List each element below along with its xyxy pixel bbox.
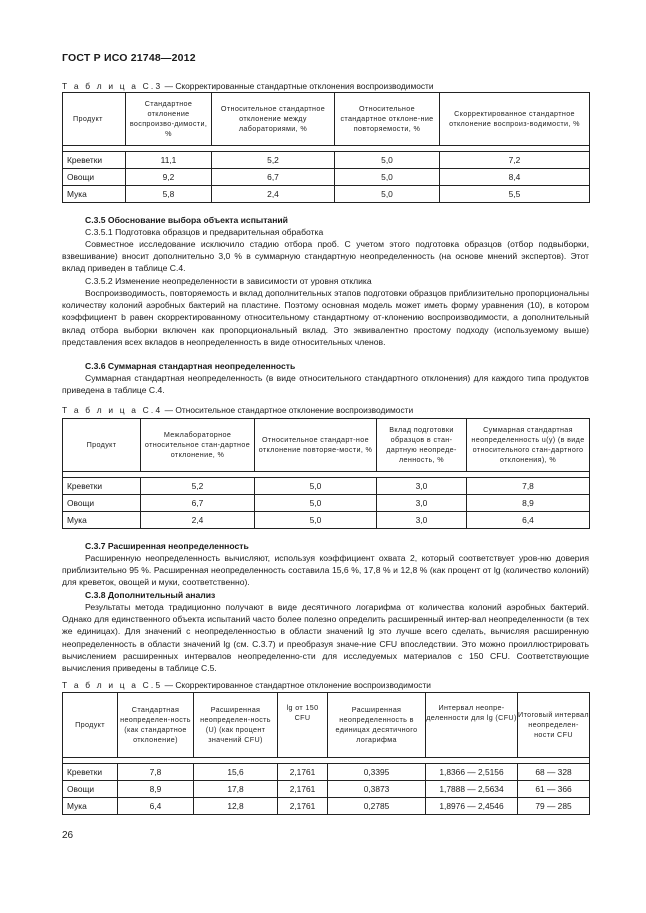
table-row xyxy=(63,169,590,186)
table-header-cell: Суммарная стандартная неопределенность u(y) (в виде относительного стан-дартного отклонения), % xyxy=(467,419,590,472)
table-cell: 5,8 xyxy=(126,186,212,203)
table-cell: 0,3873 xyxy=(328,781,426,798)
table-cell: 5,0 xyxy=(255,478,377,495)
table-cell: 2,1761 xyxy=(278,781,328,798)
table-c3-caption xyxy=(62,81,434,91)
table-row xyxy=(63,186,590,203)
table-cell: 11,1 xyxy=(126,152,212,169)
table-cell: 7,8 xyxy=(118,764,194,781)
paragraph-5: Результаты метода традиционно получают в виде десятичного логарифма от количества колоний аэробных бактерий. Однако для единственного объекта испытаний часто более полезно определить расширенный интер-вал неопределенности (в тех же единицах). Для значений с неопределенностью в области значений lg это лучше всего сделать, вычисляя расширенную неопределенность в области значений lg (см. С.3.7) и преобразуя значе-ние CFU впоследствии. Это можно проиллюстрировать вычислением расширенных интервалов неопределенно-сти для исследуемых материалов с 150 CFU. Соответствующие вычисления приведены в таблице С.5. xyxy=(62,602,589,674)
table-cell: 5,5 xyxy=(440,186,590,203)
table-c3 xyxy=(62,92,590,203)
table-cell: Мука xyxy=(63,798,118,815)
section-c38-title: С.3.8 Дополнительный анализ xyxy=(85,590,216,600)
table-c4-caption-text: — Относительное стандартное отклонение воспроизводимости xyxy=(162,405,414,415)
table-cell: 1,7888 — 2,5634 xyxy=(426,781,518,798)
table-row xyxy=(63,478,590,495)
table-c3-caption-prefix: Т а б л и ц а С.3 xyxy=(62,81,163,91)
paragraph-4: Расширенную неопределенность вычисляют, используя коэффициент охвата 2, который соответствует уров-ню доверия приблизительно 95 %. Расширенная неопределенность составила 15,6 %, 17,8 % и 12,8 % (как процент от lg (количество колоний) для креветок, овощей и муки, соответственно). xyxy=(62,553,589,588)
table-cell: 3,0 xyxy=(377,478,467,495)
table-cell: 5,0 xyxy=(335,186,440,203)
table-cell: 17,8 xyxy=(194,781,278,798)
table-cell: 7,2 xyxy=(440,152,590,169)
section-c35-title: С.3.5 Обоснование выбора объекта испытаний xyxy=(85,215,288,225)
table-cell: 1,8976 — 2,4546 xyxy=(426,798,518,815)
table-row xyxy=(63,781,590,798)
table-cell: 5,0 xyxy=(335,152,440,169)
table-cell: 1,8366 — 2,5156 xyxy=(426,764,518,781)
table-cell: Мука xyxy=(63,512,141,529)
table-row xyxy=(63,798,590,815)
table-cell: 6,7 xyxy=(141,495,255,512)
table-header-cell: Расширенная неопределенность в единицах десятичного логарифма xyxy=(328,693,426,758)
paragraph-2: Воспроизводимость, повторяемость и вклад дополнительных этапов подготовки образцов приблизительно пропорциональны количеству колоний аэробных бактерий на пластине. Поэтому основная модель может иметь форму уравнения (10), в котором коэффициент b равен скорректированному относительному стандартному от-клонению воспроизводимости, а дополнительный вклад отбора выборки включен как пропорциональный вклад. Это эквивалентно простому подходу (используемому выше) представления всех вкладов в неопределенность в виде относительных членов. xyxy=(62,288,589,347)
table-cell: Креветки xyxy=(63,152,126,169)
table-header-cell: Расширенная неопределен-ность (U) (как процент значений CFU) xyxy=(194,693,278,758)
section-c352-title: С.3.5.2 Изменение неопределенности в зависимости от уровня отклика xyxy=(85,276,372,286)
table-cell: 8,4 xyxy=(440,169,590,186)
table-row xyxy=(63,495,590,512)
table-cell: 2,4 xyxy=(141,512,255,529)
table-header-cell: Относительное стандартное отклоне-ние повторяемости, % xyxy=(335,93,440,146)
table-header-cell: lg от 150 CFU xyxy=(278,693,328,758)
table-c4 xyxy=(62,418,590,529)
table-header-cell: Межлабораторное относительное стан-дартное отклонение, % xyxy=(141,419,255,472)
table-header-cell: Итоговый интервал неопределен-ности CFU xyxy=(518,693,590,758)
table-c5-caption xyxy=(62,680,431,690)
table-cell: 6,4 xyxy=(118,798,194,815)
paragraph-3: Суммарная стандартная неопределенность (в виде относительного стандартного отклонения) для каждого типа продуктов приведена в таблице С.4. xyxy=(62,373,589,396)
table-header-cell: Вклад подготовки образцов в стан-дартную неопреде-ленность, % xyxy=(377,419,467,472)
table-cell: 3,0 xyxy=(377,512,467,529)
table-c5 xyxy=(62,692,590,815)
table-row xyxy=(63,152,590,169)
table-cell: 3,0 xyxy=(377,495,467,512)
table-cell: 8,9 xyxy=(467,495,590,512)
table-row xyxy=(63,764,590,781)
table-cell: 61 — 366 xyxy=(518,781,590,798)
section-c36-title: С.3.6 Суммарная стандартная неопределенность xyxy=(85,361,296,371)
table-header-row xyxy=(63,419,590,472)
table-header-cell: Относительное стандартное отклонение между лабораториями, % xyxy=(212,93,335,146)
table-c4-caption-prefix: Т а б л и ц а С.4 xyxy=(62,405,163,415)
table-c5-caption-prefix: Т а б л и ц а С.5 xyxy=(62,680,163,690)
table-cell: 79 — 285 xyxy=(518,798,590,815)
table-header-row xyxy=(63,93,590,146)
table-cell: 5,2 xyxy=(141,478,255,495)
table-cell: 5,0 xyxy=(255,512,377,529)
table-cell: 5,2 xyxy=(212,152,335,169)
table-cell: Креветки xyxy=(63,478,141,495)
table-cell: Мука xyxy=(63,186,126,203)
table-cell: 8,9 xyxy=(118,781,194,798)
table-cell: Креветки xyxy=(63,764,118,781)
table-cell: 0,3395 xyxy=(328,764,426,781)
table-cell: Овощи xyxy=(63,169,126,186)
table-cell: 9,2 xyxy=(126,169,212,186)
page-number: 26 xyxy=(62,830,74,841)
table-c5-caption-text: — Скорректированное стандартное отклонение воспроизводимости xyxy=(162,680,431,690)
table-cell: 6,7 xyxy=(212,169,335,186)
table-cell: 12,8 xyxy=(194,798,278,815)
table-header-cell: Продукт xyxy=(63,93,126,146)
table-header-cell: Стандартная неопределен-ность (как стандартное отклонение) xyxy=(118,693,194,758)
table-cell: 15,6 xyxy=(194,764,278,781)
table-cell: Овощи xyxy=(63,781,118,798)
table-cell: 5,0 xyxy=(335,169,440,186)
table-cell: 2,1761 xyxy=(278,798,328,815)
table-header-cell: Скорректированное стандартное отклонение воспроиз-водимости, % xyxy=(440,93,590,146)
table-header-cell: Продукт xyxy=(63,419,141,472)
table-cell: 6,4 xyxy=(467,512,590,529)
table-row xyxy=(63,512,590,529)
table-cell: Овощи xyxy=(63,495,141,512)
table-cell: 2,1761 xyxy=(278,764,328,781)
section-c351-title: С.3.5.1 Подготовка образцов и предварительная обработка xyxy=(85,227,324,237)
paragraph-1: Совместное исследование исключило стадию отбора проб. С учетом этого подготовка образцов (отбор подвыборки, взвешивание) вносит дополнительно 3,0 % в суммарную стандартную неопределенность (на основе мнений экспертов). Этот вклад приведен в таблице С.4. xyxy=(62,239,589,274)
table-c4-caption xyxy=(62,405,413,415)
table-cell: 5,0 xyxy=(255,495,377,512)
table-cell: 0,2785 xyxy=(328,798,426,815)
table-header-cell: Интервал неопре-деленности для lg (CFU) xyxy=(426,693,518,758)
table-c3-caption-text: — Скорректированные стандартные отклонения воспроизводимости xyxy=(162,81,434,91)
table-header-row xyxy=(63,693,590,758)
document-header: ГОСТ Р ИСО 21748—2012 xyxy=(62,52,196,64)
table-header-cell: Стандартное отклонение воспроизво-димости, % xyxy=(126,93,212,146)
section-c37-title: С.3.7 Расширенная неопределенность xyxy=(85,541,249,551)
table-cell: 2,4 xyxy=(212,186,335,203)
table-header-cell: Относительное стандарт-ное отклонение повторяе-мости, % xyxy=(255,419,377,472)
table-cell: 68 — 328 xyxy=(518,764,590,781)
table-header-cell: Продукт xyxy=(63,693,118,758)
table-cell: 7,8 xyxy=(467,478,590,495)
